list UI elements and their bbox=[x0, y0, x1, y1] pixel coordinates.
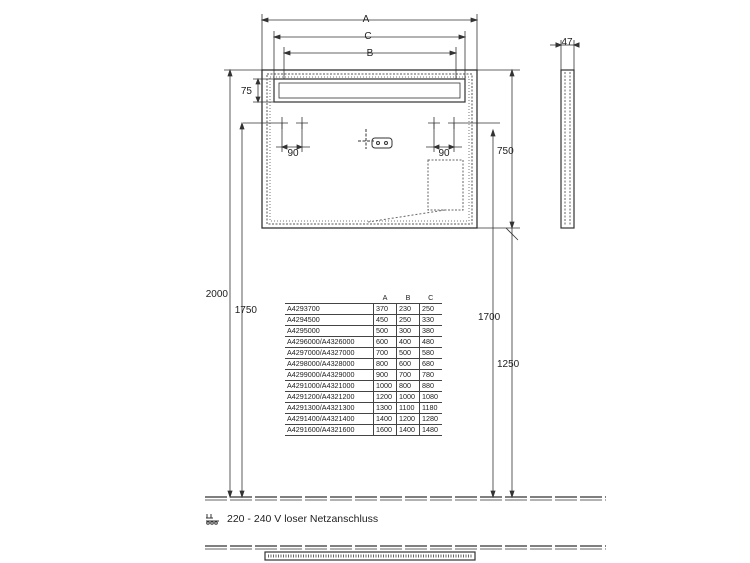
dimension-table bbox=[285, 293, 442, 436]
dim-47-label: 47 bbox=[561, 37, 573, 48]
table-cell-value: 1280 bbox=[420, 414, 443, 425]
table-cell-value: 700 bbox=[374, 348, 397, 359]
table-cell-value: 600 bbox=[374, 337, 397, 348]
table-row bbox=[285, 337, 442, 348]
dim-a-label: A bbox=[362, 14, 370, 25]
table-cell-value: 1000 bbox=[397, 392, 420, 403]
table-header-cell: A bbox=[382, 293, 388, 302]
table-cell-value: 580 bbox=[420, 348, 443, 359]
table-row bbox=[285, 359, 442, 370]
table-cell-value: 900 bbox=[374, 370, 397, 381]
table-cell-value: 380 bbox=[420, 326, 443, 337]
table-cell-model: A4294500 bbox=[287, 315, 320, 324]
table-row bbox=[285, 348, 442, 359]
table-cell-model: A4293700 bbox=[287, 304, 320, 313]
table-row bbox=[285, 304, 442, 315]
table-cell-value: 700 bbox=[397, 370, 420, 381]
table-cell-value: 1600 bbox=[374, 425, 397, 436]
table-row bbox=[285, 315, 442, 326]
table-cell-value: 450 bbox=[374, 315, 397, 326]
table-cell-value: 250 bbox=[397, 315, 420, 326]
table-cell-model: A4296000/A4326000 bbox=[287, 337, 355, 346]
table-cell-value: 1200 bbox=[374, 392, 397, 403]
table-cell-value: 480 bbox=[420, 337, 443, 348]
top-dimensions bbox=[262, 14, 477, 79]
table-cell-value: 880 bbox=[420, 381, 443, 392]
left-dimensions bbox=[224, 70, 262, 497]
table-cell-model: A4291600/A4321600 bbox=[287, 425, 355, 434]
dim-2000-label: 2000 bbox=[205, 289, 228, 300]
table-cell-value: 1480 bbox=[420, 425, 443, 436]
table-cell-value: 1080 bbox=[420, 392, 443, 403]
table-cell-value: 1400 bbox=[397, 425, 420, 436]
table-row bbox=[285, 381, 442, 392]
table-row bbox=[285, 425, 442, 436]
mirror-side-view bbox=[550, 40, 579, 228]
right-dimensions bbox=[477, 70, 520, 497]
dim-750-label: 750 bbox=[497, 146, 514, 157]
table-cell-value: 300 bbox=[397, 326, 420, 337]
table-body bbox=[285, 304, 442, 436]
mirror-top-view bbox=[265, 552, 475, 560]
table-header-row bbox=[285, 293, 442, 304]
table-cell-value: 800 bbox=[374, 359, 397, 370]
table-cell-model: A4291400/A4321400 bbox=[287, 414, 355, 423]
dimension-90 bbox=[243, 123, 500, 152]
dim-1700-label: 1700 bbox=[478, 312, 501, 323]
dim-c-label: C bbox=[364, 31, 372, 42]
table-cell-value: 800 bbox=[397, 381, 420, 392]
dim-90-right-label: 90 bbox=[438, 148, 450, 159]
dim-1250-label: 1250 bbox=[497, 359, 520, 370]
table-cell-value: 250 bbox=[420, 304, 443, 315]
table-cell-value: 780 bbox=[420, 370, 443, 381]
table-header-cell bbox=[285, 293, 374, 304]
table-cell-value: 680 bbox=[420, 359, 443, 370]
table-cell-model: A4291000/A4321000 bbox=[287, 381, 355, 390]
table-cell-model: A4299000/A4329000 bbox=[287, 370, 355, 379]
table-cell-model: A4295000 bbox=[287, 326, 320, 335]
table-cell-model: A4291200/A4321200 bbox=[287, 392, 355, 401]
power-note bbox=[205, 513, 378, 525]
table-header-cell: B bbox=[405, 293, 411, 302]
table-cell-value: 1000 bbox=[374, 381, 397, 392]
table-row bbox=[285, 370, 442, 381]
table-cell-model: A4298000/A4328000 bbox=[287, 359, 355, 368]
table-row bbox=[285, 326, 442, 337]
dim-90-left-label: 90 bbox=[287, 148, 299, 159]
power-note-text: 220 - 240 V loser Netzanschluss bbox=[227, 513, 379, 525]
table-cell-value: 600 bbox=[397, 359, 420, 370]
table-cell-value: 500 bbox=[397, 348, 420, 359]
table-cell-value: 1400 bbox=[374, 414, 397, 425]
table-row bbox=[285, 414, 442, 425]
table-cell-value: 1180 bbox=[420, 403, 443, 414]
table-cell-value: 370 bbox=[374, 304, 397, 315]
power-connection-icon bbox=[205, 513, 221, 525]
table-cell-value: 1100 bbox=[397, 403, 420, 414]
table-header-cell: C bbox=[428, 293, 434, 302]
dimension-75 bbox=[253, 79, 274, 102]
table-cell-value: 230 bbox=[397, 304, 420, 315]
table-cell-model: A4291300/A4321300 bbox=[287, 403, 355, 412]
table-cell-model: A4297000/A4327000 bbox=[287, 348, 355, 357]
table-cell-value: 1300 bbox=[374, 403, 397, 414]
table-cell-value: 330 bbox=[420, 315, 443, 326]
table-row bbox=[285, 392, 442, 403]
table-row bbox=[285, 403, 442, 414]
dim-75-label: 75 bbox=[240, 86, 252, 97]
table-cell-value: 400 bbox=[397, 337, 420, 348]
dim-1750-label: 1750 bbox=[234, 305, 257, 316]
dim-b-label: B bbox=[366, 48, 374, 59]
table-cell-value: 500 bbox=[374, 326, 397, 337]
table-cell-value: 1200 bbox=[397, 414, 420, 425]
